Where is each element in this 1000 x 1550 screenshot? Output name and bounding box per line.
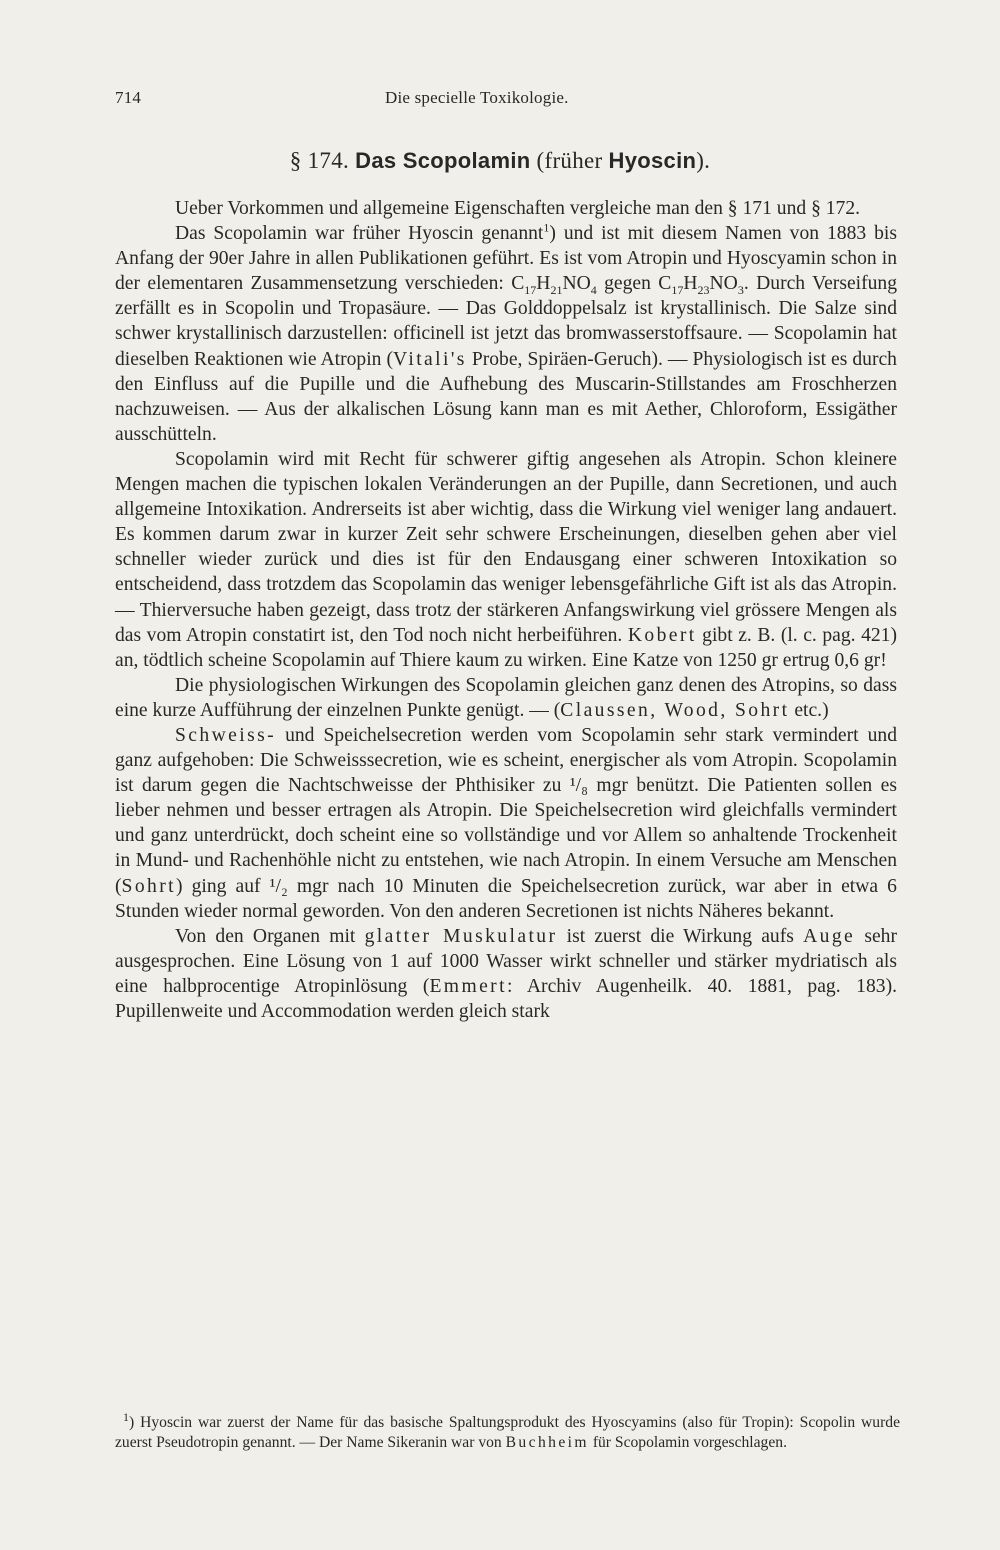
- paragraph-1-text: Ueber Vorkommen und allgemeine Eigenschaften vergleiche man den § 171 und § 172.: [175, 198, 861, 219]
- p3-text-b: gibt z. B. (l. c. pag. 421) an, tödtlich scheine Scopolamin auf Thiere kaum zu wirken. Eine Katze von 1250 gr ertrug 0,6 gr!: [115, 624, 897, 671]
- formula-sub: 3: [737, 283, 744, 298]
- p6-text-b: ist zuerst die Wirkung aufs: [557, 925, 804, 947]
- body-text: [115, 196, 897, 1024]
- formula-sub: 23: [697, 283, 710, 298]
- paragraph-2: [115, 221, 897, 447]
- fraction-2: ¹/₂: [269, 875, 288, 897]
- formula-part: NO: [709, 273, 738, 295]
- running-title: Die specielle Toxikologie.: [385, 88, 569, 107]
- authors-list: Claussen, Wood, Sohrt: [560, 699, 790, 721]
- formula-part: H: [536, 273, 551, 295]
- paragraph-4: [115, 673, 897, 723]
- formula-sub: 4: [590, 283, 597, 298]
- p6-text-c: sehr ausgesprochen. Eine Lösung von 1 auf 1000 Wasser wirkt schneller und stärker mydriatisch als eine halbprocentige Atropinlösung (: [115, 925, 897, 997]
- p6-text-a: Von den Organen mit: [175, 925, 365, 947]
- footnote-1: [115, 1409, 900, 1453]
- footnotes: [115, 1409, 900, 1453]
- section-title-alt: Hyoscin: [608, 148, 697, 173]
- paragraph-1: [115, 196, 897, 221]
- fraction-1: ¹/₈: [569, 775, 588, 797]
- author-buchheim: Buchheim: [505, 1434, 589, 1451]
- running-head: [115, 88, 895, 112]
- p2-text-b: ) und ist mit diesem Namen von 1883 bis Anfang der 90er Jahre in allen Publikationen geführt. Es ist vom Atropin und Hyoscyamin schon in der elementaren Zusammensetzung verschieden: C: [115, 223, 897, 295]
- p3-text-a: Scopolamin wird mit Recht für schwerer giftig angesehen als Atropin. Schon kleinere Mengen machen die typischen lokalen Veränderungen an der Pupille, dann Secretionen, und auch allgemeine Intoxikation. Andrerseits ist aber wichtig, dass die Wirkung viel weniger lang andauert. Es kommen darum zwar in kurzer Zeit sehr schwere Erscheinungen, dieselben gehen aber viel schneller wieder zurück und dies ist für den Endausgang einer schweren Intoxikation so entscheidend, dass trotzdem das Scopolamin das weniger lebensgefährliche Gift ist als das Atropin. — Thierversuche haben gezeigt, dass trotz der stärkeren Anfangswirkung viel grössere Mengen als das vom Atropin constatirt ist, den Tod noch nicht herbeiführen.: [115, 448, 897, 646]
- p5-text-c: ) ging auf: [176, 875, 270, 897]
- section-heading: [0, 148, 1000, 174]
- formula-sub: 17: [524, 283, 537, 298]
- keyword-glatte-muskulatur: glatter Muskulatur: [364, 925, 558, 947]
- p2-text-i: Probe, Spiräen-Geruch). — Physiologisch ist es durch den Einfluss auf die Pupille und die Aufhebung des Muscarin-Stillstandes am Froschherzen nachzuweisen. — Aus der alkalischen Lösung kann man es mit Aether, Chloroform, Essigäther ausschütteln.: [115, 348, 897, 445]
- footnote-marker: 1: [123, 1409, 129, 1424]
- p5-text-d: mgr nach 10 Minuten die Speichelsecretion zurück, war aber in etwa 6 Stunden wieder normal geworden. Von den anderen Secretionen ist nichts Näheres bekannt.: [115, 875, 897, 922]
- formula-sub: 21: [550, 283, 563, 298]
- p2-text-e: gegen C: [596, 273, 672, 295]
- p5-text-a: und Speichelsecretion werden vom Scopolamin sehr stark vermindert und ganz aufgehoben: Die Schweisssecretion, wie es scheint, energischer als vom Atropin. Scopolamin ist darum gegen die Nachtschweisse der Phthisiker zu: [115, 724, 897, 797]
- p6-text-d: : Archiv Augenheilk. 40. 1881, pag. 183). Pupillenweite und Accommodation werden gleich stark: [115, 975, 897, 1022]
- formula-part: NO: [562, 273, 591, 295]
- author-kobert: Kobert: [627, 624, 697, 646]
- footnote-ref: 1: [543, 220, 550, 235]
- footnote-text-b: für Scopolamin vorgeschlagen.: [588, 1434, 787, 1451]
- author-sohrt: Sohrt: [121, 875, 176, 897]
- formula-part: H: [683, 273, 698, 295]
- p5-text-b: mgr benützt. Die Patienten sollen es lieber nehmen und besser ertragen als Atropin. Die Speichelsecretion wird gleichfalls vermindert und ganz unterdrückt, doch scheint eine so vollständige und vor Allem so anhaltende Trockenheit in Mund- und Rachenhöhle nicht zu entstehen, wie nach Atropin. In einem Versuche am Menschen (: [115, 775, 897, 897]
- author-emmert: Emmert: [429, 975, 507, 997]
- author-vitali: Vitali's: [392, 348, 467, 370]
- footnote-text-a: ) Hyoscin war zuerst der Name für das basische Spaltungsprodukt des Hyoscyamins (also für Tropin): Scopolin wurde zuerst Pseudotropin genannt. — Der Name Sikeranin war von: [115, 1414, 900, 1451]
- section-title-end: ).: [696, 148, 711, 173]
- p4-text-b: etc.): [789, 699, 829, 721]
- p4-text-a: Die physiologischen Wirkungen des Scopolamin gleichen ganz denen des Atropins, so dass eine kurze Aufführung der einzelnen Punkte genügt. — (: [115, 674, 897, 721]
- section-title-note: (früher: [530, 148, 609, 173]
- p2-text-h: . Durch Verseifung zerfällt es in Scopolin und Tropasäure. — Das Golddoppelsalz ist krystallinisch. Die Salze sind schwer krystallinisch darzustellen: officinell ist jetzt das bromwasserstoffsaure. — Scopolamin hat dieselben Reaktionen wie Atropin (: [115, 273, 897, 370]
- page-number: 714: [115, 88, 142, 107]
- section-title-main: Das Scopolamin: [355, 148, 531, 173]
- formula-sub: 17: [671, 283, 684, 298]
- paragraph-5: [115, 723, 897, 924]
- keyword-auge: Auge: [803, 925, 856, 947]
- keyword-schweiss: Schweiss-: [175, 724, 277, 746]
- paragraph-6: [115, 924, 897, 1024]
- section-number: § 174.: [289, 148, 350, 173]
- paragraph-3: [115, 447, 897, 673]
- p2-text-a: Das Scopolamin war früher Hyoscin genannt: [175, 223, 544, 245]
